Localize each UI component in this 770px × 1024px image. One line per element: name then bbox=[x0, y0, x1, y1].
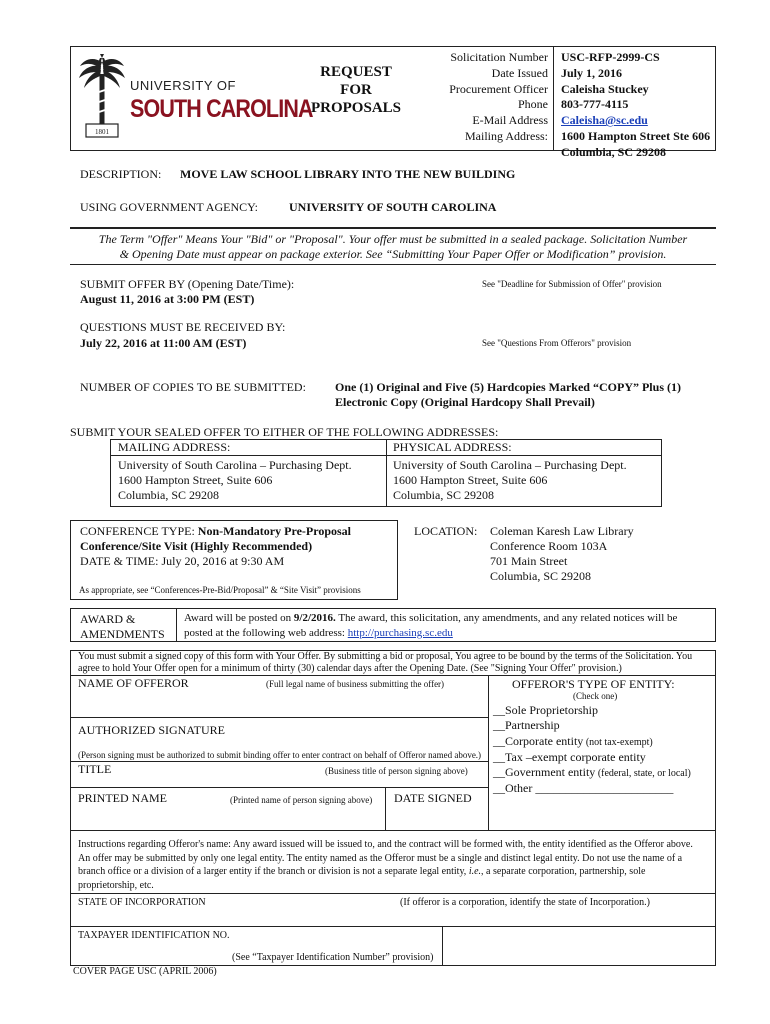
submit-offer-label: SUBMIT OFFER BY (Opening Date/Time): bbox=[80, 277, 295, 291]
addresses-heading: SUBMIT YOUR SEALED OFFER TO EITHER OF THE FOLLOWING ADDRESSES: bbox=[70, 425, 499, 439]
authorized-signature-field[interactable] bbox=[78, 737, 482, 749]
term-note-line-1: The Term "Offer" Means Your "Bid" or "Proposal". Your offer must be submitted in a sealed package. Solicitation Number bbox=[98, 232, 688, 246]
location-line: Columbia, SC 29208 bbox=[490, 569, 592, 583]
footer-form-id: COVER PAGE USC (APRIL 2006) bbox=[73, 966, 217, 977]
state-of-incorporation-field[interactable] bbox=[78, 910, 708, 924]
physical-address-line: University of South Carolina – Purchasing Dept. bbox=[393, 458, 627, 472]
document-title bbox=[296, 63, 416, 117]
questions-note: See "Questions From Offerors" provision bbox=[482, 338, 632, 348]
printed-name-hint: (Printed name of person signing above) bbox=[230, 795, 373, 805]
offeror-entity-divider bbox=[488, 675, 489, 830]
name-of-offeror-hint: (Full legal name of business submitting the offer) bbox=[266, 679, 445, 689]
location-value bbox=[490, 524, 634, 584]
mailing-address-line: University of South Carolina – Purchasing Dept. bbox=[118, 458, 352, 472]
label-email: E-Mail Address bbox=[472, 113, 548, 128]
state-of-incorporation-hint: (If offeror is a corporation, identify the state of Incorporation.) bbox=[400, 897, 650, 908]
submit-offer-note: See "Deadline for Submission of Offer" provision bbox=[482, 279, 662, 289]
entity-option-tax-exempt[interactable]: __Tax –exempt corporate entity bbox=[493, 749, 646, 764]
description-value: MOVE LAW SCHOOL LIBRARY INTO THE NEW BUILDING bbox=[180, 167, 516, 181]
header-divider bbox=[553, 46, 554, 151]
title-label: TITLE bbox=[78, 762, 112, 776]
instructions-line-2: An offer may be submitted by only one legal entity. The entity named as the Offeror must be a single and distinct legal entity. Do not use the name of a bbox=[78, 852, 683, 864]
printed-name-field[interactable] bbox=[78, 808, 378, 828]
offeror-rule-2 bbox=[70, 717, 488, 718]
physical-address-label: PHYSICAL ADDRESS: bbox=[393, 440, 512, 454]
copies-label: NUMBER OF COPIES TO BE SUBMITTED: bbox=[80, 380, 306, 394]
offeror-name-instructions bbox=[78, 838, 714, 892]
date-signed-field[interactable] bbox=[392, 808, 484, 828]
email-link[interactable]: Caleisha@sc.edu bbox=[561, 113, 648, 128]
award-date: 9/2/2016. bbox=[293, 612, 336, 624]
entity-options bbox=[493, 703, 691, 797]
rule-term bbox=[70, 264, 716, 265]
conference-type-value: Non-Mandatory Pre-Proposal bbox=[197, 524, 352, 538]
entity-option-partnership[interactable]: __Partnership bbox=[493, 718, 560, 733]
offeror-rule-7 bbox=[70, 926, 716, 927]
taxpayer-id-hint: (See “Taxpayer Identification Number” provision) bbox=[232, 952, 434, 963]
title-line-3: PROPOSALS bbox=[310, 100, 401, 116]
header-field-labels bbox=[405, 50, 548, 145]
taxpayer-id-field[interactable] bbox=[78, 942, 436, 952]
offeror-instructions-line-1: You must submit a signed copy of this form with Your Offer. By submitting a bid or proposal, You agree to be bound by the terms of the Solicitation. You bbox=[78, 651, 693, 662]
conference-note: As appropriate, see “Conferences-Pre-Bid/Proposal” & “Site Visit” provisions bbox=[79, 585, 361, 595]
taxpayer-id-label: TAXPAYER IDENTIFICATION NO. bbox=[78, 930, 230, 941]
svg-text:1801: 1801 bbox=[95, 128, 109, 136]
location-line: 701 Main Street bbox=[490, 554, 568, 568]
header-field-values bbox=[561, 50, 713, 161]
agency-label: USING GOVERNMENT AGENCY: bbox=[80, 200, 259, 214]
award-label bbox=[80, 612, 165, 642]
offeror-instructions bbox=[78, 651, 714, 675]
purchasing-url-link[interactable]: http://purchasing.sc.edu bbox=[347, 627, 453, 639]
description-label: DESCRIPTION: bbox=[80, 167, 162, 181]
usc-logo bbox=[78, 52, 313, 142]
value-mailing-address-2: Columbia, SC 29208 bbox=[561, 144, 667, 159]
instructions-line-1: Instructions regarding Offeror's name: Any award issued will be issued to, and the contract will be formed with, the entity identified as the Offeror above. bbox=[78, 839, 693, 850]
copies-value-line-2: Electronic Copy (Original Hardcopy Shall Prevail) bbox=[335, 395, 595, 409]
taxpayer-divider bbox=[442, 926, 443, 966]
agency-value: UNIVERSITY OF SOUTH CAROLINA bbox=[289, 200, 497, 214]
entity-option-sole-proprietorship[interactable]: __Sole Proprietorship bbox=[493, 703, 598, 717]
mailing-address-line: Columbia, SC 29208 bbox=[118, 488, 220, 502]
offeror-rule-3 bbox=[70, 761, 488, 762]
award-text-post: The award, this solicitation, any amendments, and any related notices will be bbox=[335, 612, 678, 624]
award-text-line-2: posted at the following web address: bbox=[184, 627, 348, 639]
physical-address bbox=[393, 458, 627, 503]
addresses-divider bbox=[386, 439, 387, 507]
logo-text-university-of: UNIVERSITY OF bbox=[130, 78, 236, 93]
entity-option-corporate[interactable]: __Corporate entity (not tax-exempt) bbox=[493, 733, 653, 748]
label-procurement-officer: Procurement Officer bbox=[449, 81, 548, 96]
palmetto-tree-icon bbox=[78, 52, 126, 140]
physical-address-line: 1600 Hampton Street, Suite 606 bbox=[393, 473, 548, 487]
value-procurement-officer: Caleisha Stuckey bbox=[561, 81, 649, 96]
location-line: Conference Room 103A bbox=[490, 539, 608, 553]
entity-option-other[interactable]: __Other _______________________ bbox=[493, 781, 674, 796]
value-phone: 803-777-4115 bbox=[561, 97, 629, 112]
value-solicitation-number: USC-RFP-2999-CS bbox=[561, 50, 660, 64]
copies-value-line-1: One (1) Original and Five (5) Hardcopies Marked “COPY” Plus (1) bbox=[335, 380, 681, 394]
date-signed-divider bbox=[385, 787, 386, 830]
label-phone: Phone bbox=[518, 97, 548, 112]
conference-type-label: CONFERENCE TYPE: bbox=[80, 524, 195, 538]
award-label-line-2: AMENDMENTS bbox=[80, 627, 165, 641]
authorized-signature-hint: (Person signing must be authorized to submit binding offer to enter contract on behalf of Offeror named above.) bbox=[78, 750, 482, 760]
mailing-address-line: 1600 Hampton Street, Suite 606 bbox=[118, 473, 273, 487]
instructions-line-4: proprietorship, etc. bbox=[78, 879, 154, 891]
logo-text-south-carolina: SOUTH CAROLINA bbox=[130, 95, 313, 123]
submit-offer-value: August 11, 2016 at 3:00 PM (EST) bbox=[80, 292, 255, 306]
entity-check-hint: (Check one) bbox=[573, 691, 618, 701]
conference-datetime: DATE & TIME: July 20, 2016 at 9:30 AM bbox=[80, 554, 285, 568]
name-of-offeror-label: NAME OF OFFEROR bbox=[78, 676, 189, 690]
mailing-address-label: MAILING ADDRESS: bbox=[118, 440, 231, 454]
offeror-rule-4 bbox=[70, 787, 488, 788]
award-label-line-1: AWARD & bbox=[80, 612, 136, 626]
value-date-issued: July 1, 2016 bbox=[561, 65, 623, 80]
physical-address-line: Columbia, SC 29208 bbox=[393, 488, 495, 502]
name-of-offeror-field[interactable] bbox=[78, 692, 482, 712]
title-line-1: REQUEST bbox=[320, 64, 392, 80]
offeror-rule-5 bbox=[70, 830, 716, 831]
date-signed-label: DATE SIGNED bbox=[394, 791, 472, 805]
state-of-incorporation-label: STATE OF INCORPORATION bbox=[78, 897, 206, 908]
offeror-instructions-line-2: agree to hold Your Offer open for a minimum of thirty (30) calendar days after the Opening Date. (See "Signing Your Offer" provision.) bbox=[78, 663, 622, 674]
award-divider bbox=[176, 608, 177, 642]
entity-title: OFFEROR'S TYPE OF ENTITY: bbox=[512, 677, 675, 691]
term-note-line-2: & Opening Date must appear on package exterior. See “Submitting Your Paper Offer or Modification” provision. bbox=[119, 247, 667, 261]
instructions-line-3: branch office or a division of a larger entity if the branch or division is not a separate legal entity, i.e., a separate corporation, partnership, sole bbox=[78, 866, 646, 877]
label-mailing-address: Mailing Address: bbox=[465, 128, 548, 143]
location-label: LOCATION: bbox=[414, 524, 478, 538]
offeror-rule-6 bbox=[70, 893, 716, 894]
printed-name-label: PRINTED NAME bbox=[78, 791, 167, 805]
value-email bbox=[561, 113, 713, 129]
label-date-issued: Date Issued bbox=[491, 65, 548, 80]
title-line-2: FOR bbox=[340, 82, 372, 98]
location-line: Coleman Karesh Law Library bbox=[490, 524, 634, 538]
mailing-address bbox=[118, 458, 352, 503]
term-note bbox=[70, 232, 716, 262]
conference-type-value-2: Conference/Site Visit (Highly Recommended) bbox=[80, 539, 313, 553]
value-mailing-address: 1600 Hampton Street Ste 606 bbox=[561, 128, 711, 143]
award-text-pre: Award will be posted on bbox=[184, 612, 294, 624]
entity-option-government[interactable]: __Government entity (federal, state, or local) bbox=[493, 765, 691, 780]
conference-info bbox=[80, 524, 396, 569]
rule-top bbox=[70, 227, 716, 229]
authorized-signature-label: AUTHORIZED SIGNATURE bbox=[78, 723, 225, 737]
copies-value bbox=[335, 380, 715, 410]
questions-value: July 22, 2016 at 11:00 AM (EST) bbox=[80, 336, 247, 350]
title-hint: (Business title of person signing above) bbox=[325, 766, 468, 776]
award-text bbox=[184, 611, 714, 641]
questions-label: QUESTIONS MUST BE RECEIVED BY: bbox=[80, 320, 286, 334]
label-solicitation-number: Solicitation Number bbox=[450, 50, 548, 64]
title-field[interactable] bbox=[110, 764, 320, 784]
